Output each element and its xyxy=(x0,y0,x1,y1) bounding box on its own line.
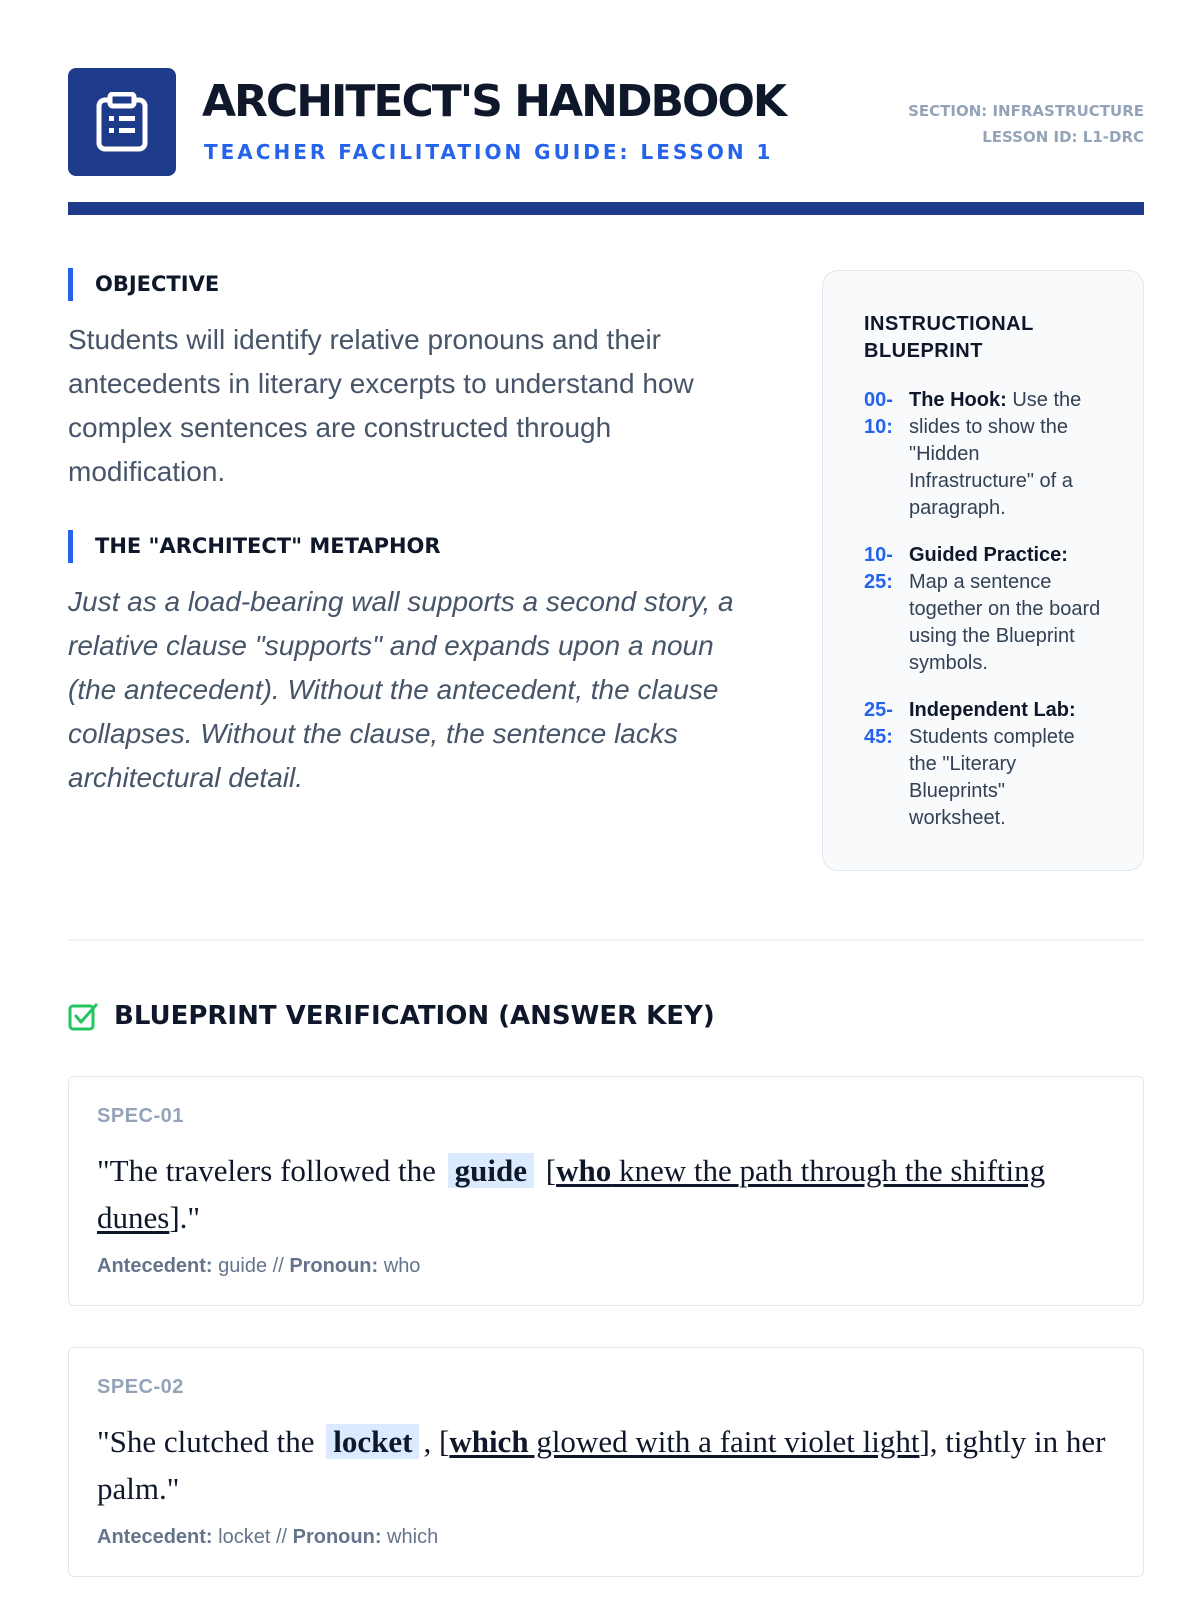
antecedent-value: locket xyxy=(212,1526,271,1548)
antecedent-highlight: locket xyxy=(326,1424,419,1459)
antecedent-value: guide xyxy=(212,1255,268,1277)
relative-clause xyxy=(449,1424,919,1459)
pronoun-label: Pronoun: xyxy=(292,1526,382,1548)
clause-rest: knew the path through the shifting dunes xyxy=(97,1153,1046,1235)
blueprint-time: 10-25: xyxy=(864,544,893,593)
blueprint-desc xyxy=(909,697,1103,832)
sentence-text: , [ xyxy=(423,1424,450,1459)
section-divider xyxy=(68,939,1144,941)
clipboard-list-icon xyxy=(95,92,149,152)
blueprint-desc xyxy=(909,387,1103,522)
objective-text: Students will identify relative pronouns and their antecedents in literary excerpts to understand how complex sentences are constructed through modification. xyxy=(68,324,694,487)
spec-sentence xyxy=(97,1147,1107,1241)
blueprint-desc xyxy=(909,542,1103,677)
spec-id: SPEC-02 xyxy=(97,1376,184,1398)
spec-footer xyxy=(97,1524,1115,1550)
metaphor-heading: THE "ARCHITECT" METAPHOR xyxy=(68,530,441,563)
relative-pronoun: which xyxy=(449,1424,529,1459)
blueprint-item xyxy=(864,542,1103,677)
antecedent-label: Antecedent: xyxy=(97,1255,213,1277)
blueprint-title: INSTRUCTIONAL BLUEPRINT xyxy=(864,313,1034,362)
blueprint-label: Guided Practice: xyxy=(909,544,1068,566)
separator: // xyxy=(270,1526,293,1548)
section-label: SECTION: INFRASTRUCTURE xyxy=(908,102,1144,120)
metaphor-text: Just as a load-bearing wall supports a second story, a relative clause "supports" and expands upon a noun (the antecedent). Without the antecedent, the clause collapses. Without the clause, the sentence lacks architectural detail. xyxy=(68,586,734,793)
blueprint-item xyxy=(864,387,1103,522)
logo xyxy=(68,68,176,176)
spec-id: SPEC-01 xyxy=(97,1105,184,1127)
sentence-text: ]." xyxy=(169,1200,201,1235)
sentence-text: ], tightly in her palm." xyxy=(97,1424,1106,1506)
clause-rest: glowed with a faint violet light xyxy=(528,1424,920,1459)
answer-key-title: BLUEPRINT VERIFICATION (ANSWER KEY) xyxy=(114,1001,715,1031)
page-title: ARCHITECT'S HANDBOOK xyxy=(202,76,785,127)
antecedent-label: Antecedent: xyxy=(97,1526,213,1548)
sentence-text: "She clutched the xyxy=(97,1424,315,1459)
blueprint-time: 25-45: xyxy=(864,699,893,748)
blueprint-text: Use the slides to show the "Hidden Infrastructure" of a paragraph. xyxy=(909,389,1082,519)
blueprint-item xyxy=(864,697,1103,832)
sentence-text: [ xyxy=(538,1153,557,1188)
spec-sentence xyxy=(97,1418,1107,1512)
spec-footer xyxy=(97,1253,1115,1279)
page-header xyxy=(68,68,1144,178)
blueprint-label: Independent Lab: xyxy=(909,699,1076,721)
answer-key-heading xyxy=(68,996,715,1036)
lesson-id-label: LESSON ID: L1-DRC xyxy=(982,128,1144,146)
blueprint-text: Map a sentence together on the board using the Blueprint symbols. xyxy=(909,571,1101,674)
blueprint-time: 00-10: xyxy=(864,389,893,438)
instructional-blueprint-card xyxy=(822,270,1144,871)
antecedent-highlight: guide xyxy=(448,1153,534,1188)
check-square-icon xyxy=(68,1001,98,1031)
separator: // xyxy=(267,1255,290,1277)
header-meta xyxy=(908,98,1144,150)
pronoun-value: which xyxy=(381,1526,439,1548)
objective-heading: OBJECTIVE xyxy=(68,268,219,301)
sentence-text: "The travelers followed the xyxy=(97,1153,436,1188)
blueprint-label: The Hook: xyxy=(909,389,1007,411)
spec-card xyxy=(68,1347,1144,1577)
pronoun-label: Pronoun: xyxy=(289,1255,379,1277)
page-subtitle: TEACHER FACILITATION GUIDE: LESSON 1 xyxy=(204,140,774,164)
pronoun-value: who xyxy=(378,1255,421,1277)
blueprint-text: Students complete the "Literary Blueprints" worksheet. xyxy=(909,726,1075,829)
spec-card xyxy=(68,1076,1144,1306)
relative-pronoun: who xyxy=(556,1153,612,1188)
header-divider xyxy=(68,202,1144,215)
